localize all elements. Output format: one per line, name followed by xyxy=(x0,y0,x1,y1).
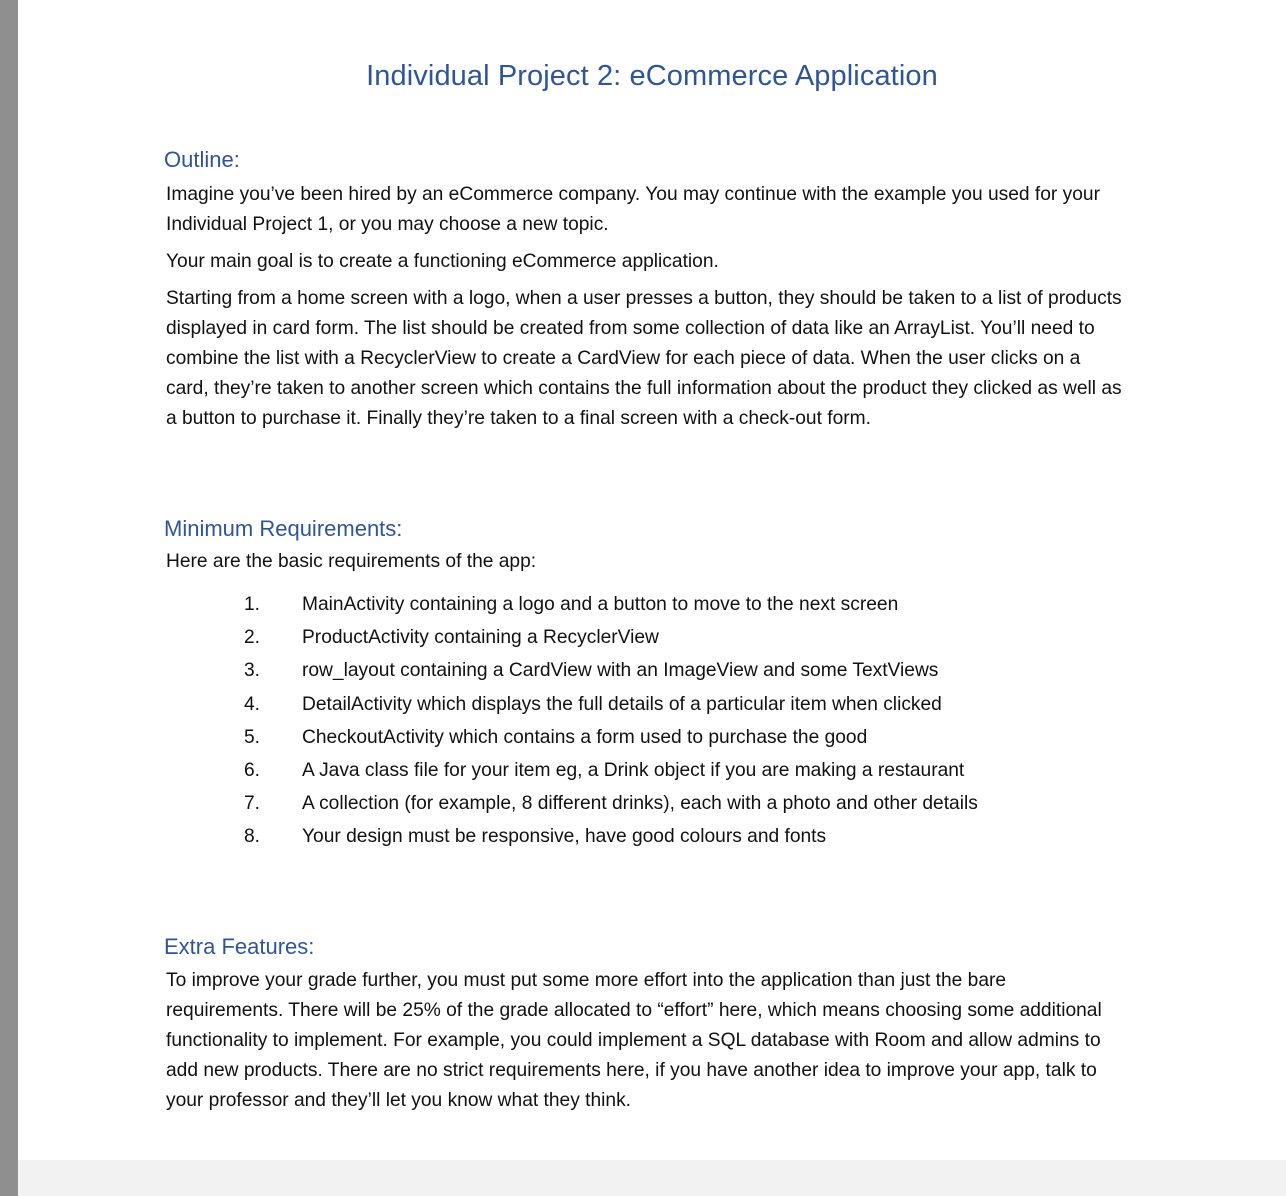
list-item-number: 6. xyxy=(244,759,261,781)
list-item xyxy=(244,654,978,687)
list-item xyxy=(244,754,978,787)
list-item xyxy=(244,787,978,820)
list-item-number: 5. xyxy=(244,726,261,748)
list-item-number: 1. xyxy=(244,594,261,615)
outline-paragraph-3: Starting from a home screen with a logo, when a user presses a button, they should be taken to a list of products displayed in card form. The list should be created from some collection of data like an ArrayList. You’ll need to combine the list with a RecyclerView to create a CardView for each piece of data. When the user clicks on a card, they’re taken to another screen which contains the full information about the product they clicked as well as a button to purchase it. Finally they’re taken to a final screen with a check-out form. xyxy=(166,288,1122,429)
list-item-text: CheckoutActivity which contains a form used to purchase the good xyxy=(302,726,868,748)
extra-features-heading: Extra Features: xyxy=(164,934,315,959)
document-page xyxy=(18,0,1286,1196)
list-item xyxy=(244,688,978,721)
outline-heading: Outline: xyxy=(164,147,240,172)
requirements-list xyxy=(244,588,978,854)
page-title: Individual Project 2: eCommerce Application xyxy=(366,60,938,92)
minimum-requirements-heading: Minimum Requirements: xyxy=(164,516,403,541)
list-item-number: 4. xyxy=(244,693,261,715)
list-item xyxy=(244,621,978,654)
list-item-number: 8. xyxy=(244,826,261,848)
list-item xyxy=(244,721,978,754)
list-item xyxy=(244,820,978,853)
list-item xyxy=(244,588,978,621)
list-item-number: 3. xyxy=(244,660,261,682)
list-item-number: 7. xyxy=(244,793,261,815)
extra-features-paragraph: To improve your grade further, you must put some more effort into the application than just the bare requirements. There will be 25% of the grade allocated to “effort” here, which means choosing some additional functionality to implement. For example, you could implement a SQL database with Room and allow admins to add new products. There are no strict requirements here, if you have another idea to improve your app, talk to your professor and they’ll let you know what they think. xyxy=(166,970,1102,1111)
list-item-text: Your design must be responsive, have good colours and fonts xyxy=(302,826,827,848)
minimum-requirements-intro: Here are the basic requirements of the app: xyxy=(166,551,537,572)
list-item-text: A Java class file for your item eg, a Drink object if you are making a restaurant xyxy=(302,759,965,781)
list-item-text: row_layout containing a CardView with an ImageView and some TextViews xyxy=(302,660,939,682)
list-item-text: ProductActivity containing a RecyclerView xyxy=(302,627,659,649)
outline-paragraph-1: Imagine you’ve been hired by an eCommerce company. You may continue with the example you used for your Individual Project 1, or you may choose a new topic. xyxy=(166,184,1100,235)
list-item-text: DetailActivity which displays the full details of a particular item when clicked xyxy=(302,693,942,715)
list-item-text: A collection (for example, 8 different drinks), each with a photo and other details xyxy=(302,793,978,815)
page-footer-area xyxy=(18,1160,1286,1196)
list-item-text: MainActivity containing a logo and a button to move to the next screen xyxy=(302,594,899,615)
outline-paragraph-2: Your main goal is to create a functioning eCommerce application. xyxy=(166,251,719,272)
list-item-number: 2. xyxy=(244,627,261,649)
